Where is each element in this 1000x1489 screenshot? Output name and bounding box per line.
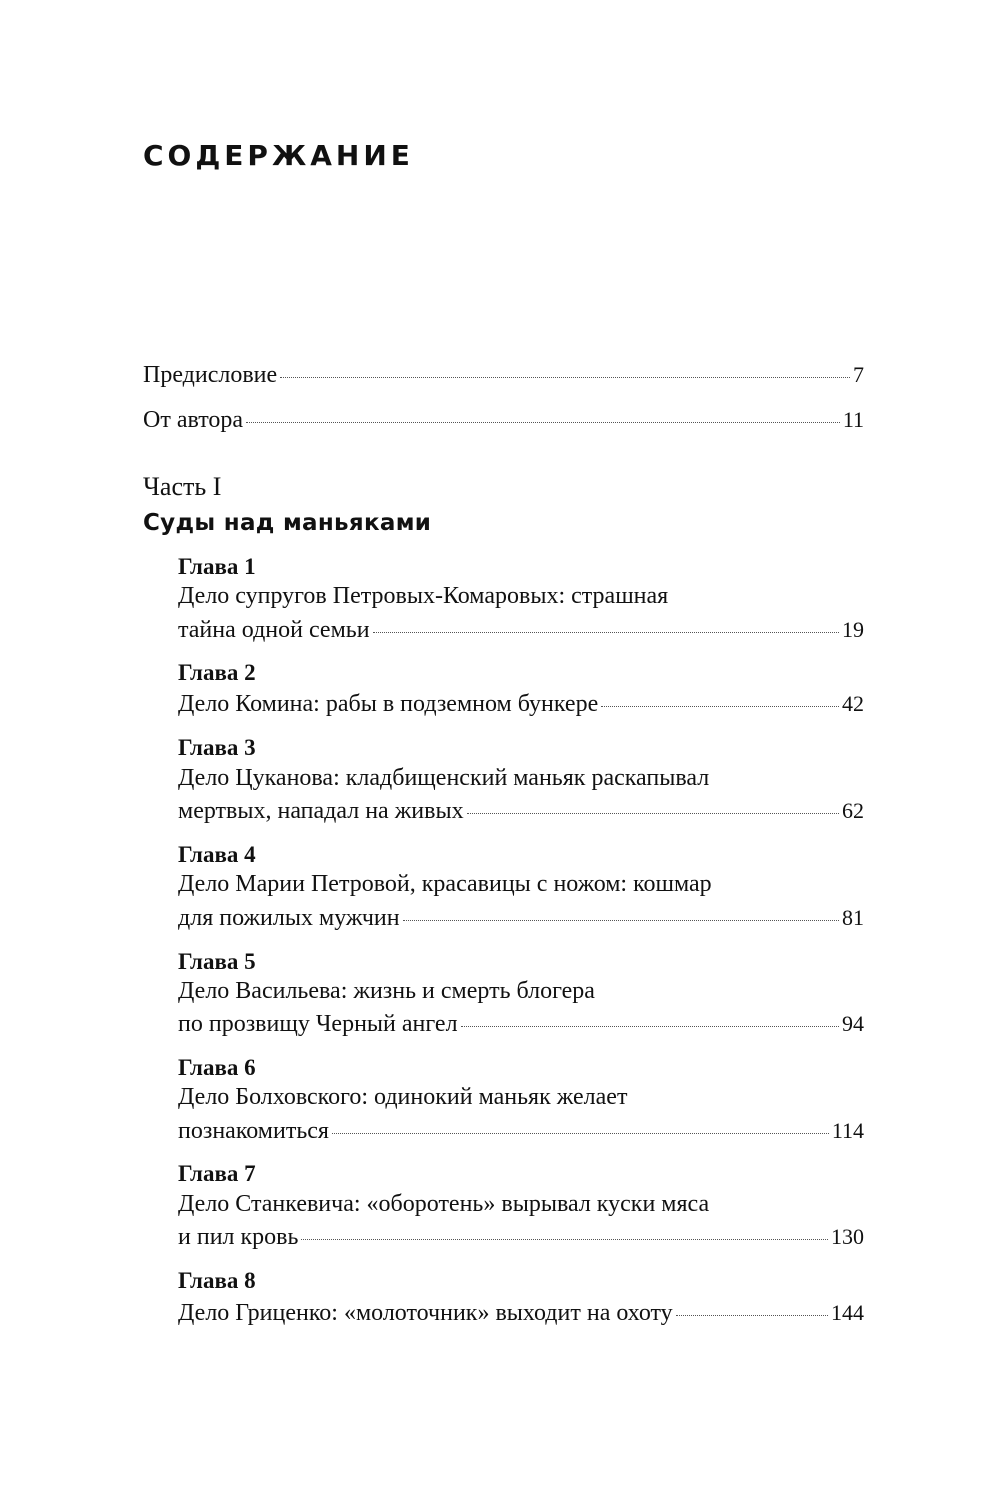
page-title: СОДЕРЖАНИЕ	[143, 139, 414, 172]
dot-leader	[373, 632, 839, 633]
chapter-title-line: мертвых, нападал на живых	[178, 798, 464, 824]
toc-entry-preface[interactable]	[143, 359, 864, 391]
chapter-label: Глава 6	[178, 1055, 256, 1080]
chapter-title-line: Дело Болховского: одинокий маньяк желает	[178, 1084, 628, 1110]
toc-entry-chapter-1[interactable]	[178, 614, 864, 646]
toc-entry-chapter-5[interactable]	[178, 1008, 864, 1040]
chapter-label: Глава 2	[178, 660, 256, 685]
chapter-label: Глава 3	[178, 735, 256, 760]
chapter-title-line: Дело Марии Петровой, красавицы с ножом: кошмар	[178, 871, 712, 897]
dot-leader	[301, 1239, 828, 1240]
toc-entry-chapter-2[interactable]	[178, 688, 864, 720]
chapter-title-line: познакомиться	[178, 1118, 329, 1144]
toc-entry-label: Предисловие	[143, 362, 278, 388]
part-title: Суды над маньяками	[143, 510, 432, 536]
toc-entry-label: От автора	[143, 407, 244, 433]
toc-page-number: 81	[842, 905, 864, 930]
chapter-title-line: для пожилых мужчин	[178, 905, 400, 931]
dot-leader	[403, 920, 839, 921]
toc-entry-chapter-4[interactable]	[178, 902, 864, 934]
toc-page-number: 7	[853, 362, 864, 387]
toc-page-number: 114	[831, 1118, 864, 1143]
toc-entry-chapter-8[interactable]	[178, 1297, 864, 1329]
toc-page-number: 42	[842, 691, 864, 716]
toc-page-number: 11	[842, 407, 864, 432]
dot-leader	[467, 813, 839, 814]
chapter-title-line: Дело Станкевича: «оборотень» вырывал куски мяса	[178, 1191, 710, 1217]
toc-entry-chapter-6[interactable]	[178, 1115, 864, 1147]
toc-entry-author-note[interactable]	[143, 404, 864, 436]
toc-page-number: 62	[842, 798, 864, 823]
chapter-title-line: по прозвищу Черный ангел	[178, 1011, 458, 1037]
chapter-label: Глава 4	[178, 842, 256, 867]
chapter-title-line: Дело Цуканова: кладбищенский маньяк раскапывал	[178, 765, 710, 791]
chapter-title-line: тайна одной семьи	[178, 617, 370, 643]
toc-entry-chapter-7[interactable]	[178, 1221, 864, 1253]
dot-leader	[280, 377, 850, 378]
dot-leader	[676, 1315, 828, 1316]
part-number: Часть I	[143, 472, 222, 501]
chapter-title-line: Дело Васильева: жизнь и смерть блогера	[178, 978, 595, 1004]
chapter-label: Глава 5	[178, 949, 256, 974]
dot-leader	[461, 1026, 839, 1027]
toc-page-number: 144	[831, 1300, 864, 1325]
toc-page-number: 19	[842, 617, 864, 642]
chapter-label: Глава 8	[178, 1268, 256, 1293]
chapter-title-line: и пил кровь	[178, 1224, 299, 1250]
chapter-label: Глава 7	[178, 1161, 256, 1186]
toc-entry-chapter-3[interactable]	[178, 795, 864, 827]
toc-page-number: 130	[831, 1224, 864, 1249]
chapter-title-line: Дело Гриценко: «молоточник» выходит на охоту	[178, 1300, 673, 1326]
chapter-label: Глава 1	[178, 554, 256, 579]
dot-leader	[332, 1133, 829, 1134]
chapter-title-line: Дело супругов Петровых-Комаровых: страшная	[178, 583, 669, 609]
dot-leader	[246, 422, 840, 423]
toc-page-number: 94	[842, 1011, 864, 1036]
chapter-title-line: Дело Комина: рабы в подземном бункере	[178, 691, 599, 717]
dot-leader	[601, 706, 839, 707]
